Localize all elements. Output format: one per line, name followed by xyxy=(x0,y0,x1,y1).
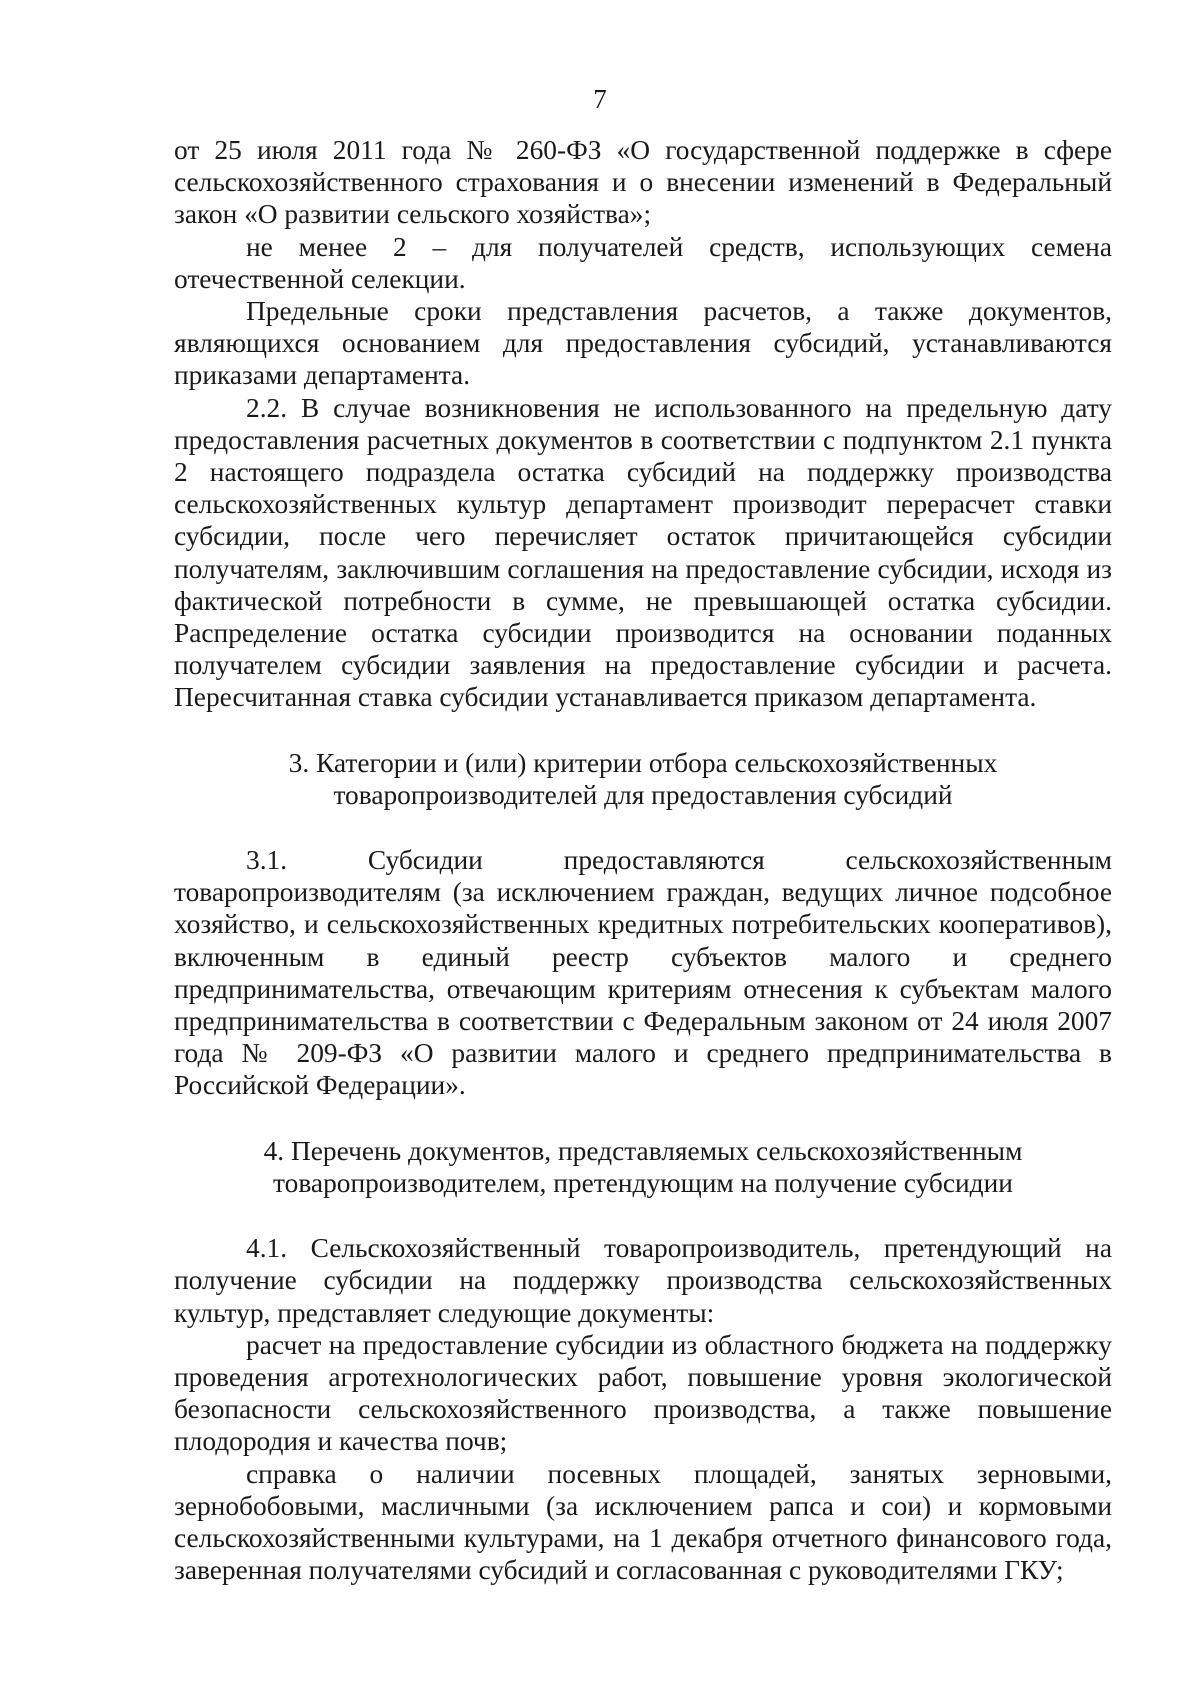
paragraph-2-2-recalculation: 2.2. В случае возникновения не использованного на предельную дату предоставления расчетных документов в соответствии с подпунктом 2.1 пункта 2 настоящего подраздела остатка субсидий на поддержку производства сельскохозяйственных культур департамент производит перерасчет ставки субсидии, после чего перечисляет остаток причитающейся субсидии получателям, заключившим соглашения на предоставление субсидии, исходя из фактической потребности в сумме, не превышающей остатка субсидии. Распределение остатка субсидии производится на основании поданных получателем субсидии заявления на предоставление субсидии и расчета. Пересчитанная ставка субсидии устанавливается приказом департамента. xyxy=(174,392,1112,713)
section-3-heading-line-2: товаропроизводителей для предоставления субсидий xyxy=(333,779,953,810)
paragraph-subsidy-calculation: расчет на предоставление субсидии из областного бюджета на поддержку проведения агротехнологических работ, повышение уровня экологической безопасности сельскохозяйственного производства, а также повышение плодородия и качества почв; xyxy=(174,1329,1112,1457)
paragraph-sown-area-certificate: справка о наличии посевных площадей, занятых зерновыми, зернобобовыми, масличными (за исключением рапса и сои) и кормовыми сельскохозяйственными культурами, на 1 декабря отчетного финансового года, заверенная получателями субсидий и согласованная с руководителями ГКУ; xyxy=(174,1458,1112,1586)
document-body xyxy=(174,134,1112,1586)
section-4-heading xyxy=(174,1135,1112,1199)
paragraph-law-reference: от 25 июля 2011 года № 260-ФЗ «О государственной поддержке в сфере сельскохозяйственного страхования и о внесении изменений в Федеральный закон «О развитии сельского хозяйства»; xyxy=(174,135,1112,230)
paragraph-deadlines: Предельные сроки представления расчетов, а также документов, являющихся основанием для предоставления субсидий, устанавливаются приказами департамента. xyxy=(174,296,1112,391)
paragraph-3-1-eligibility: 3.1. Субсидии предоставляются сельскохозяйственным товаропроизводителям (за исключением граждан, ведущих личное подсобное хозяйство, и сельскохозяйственных кредитных потребительских кооперативов), включенным в единый реестр субъектов малого и среднего предпринимательства, отвечающим критериям отнесения к субъектам малого предпринимательства в соответствии с Федеральным законом от 24 июля 2007 года № 209-ФЗ «О развитии малого и среднего предпринимательства в Российской Федерации». xyxy=(174,845,1112,1101)
paragraph-4-1-documents: 4.1. Сельскохозяйственный товаропроизводитель, претендующий на получение субсидии на поддержку производства сельскохозяйственных культур, представляет следующие документы: xyxy=(174,1233,1112,1328)
section-4-heading-line-2: товаропроизводителем, претендующим на получение субсидии xyxy=(273,1167,1013,1198)
section-3-heading-line-1: 3. Категории и (или) критерии отбора сельскохозяйственных xyxy=(288,747,998,778)
section-3-heading xyxy=(174,747,1112,811)
section-4-heading-line-1: 4. Перечень документов, представляемых сельскохозяйственным xyxy=(263,1135,1023,1166)
page-number: 7 xyxy=(593,84,607,114)
paragraph-domestic-seeds: не менее 2 – для получателей средств, использующих семена отечественной селекции. xyxy=(174,231,1112,294)
